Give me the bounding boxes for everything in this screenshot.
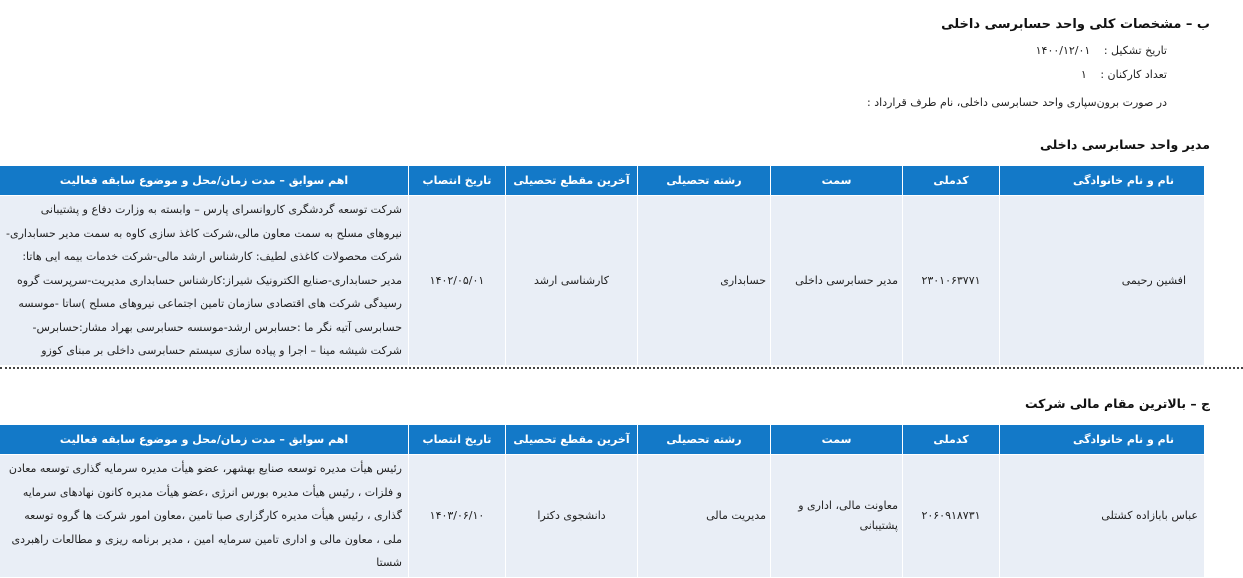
- finance-table: [0, 425, 1205, 578]
- col-header-field: رشته تحصیلی: [638, 166, 771, 196]
- cell-degree: دانشجوی دکترا: [506, 455, 638, 578]
- manager-section-title: مدیر واحد حسابرسی داخلی: [1039, 137, 1210, 152]
- col-header-degree: آخرین مقطع تحصیلی: [506, 166, 638, 196]
- col-header-history: اهم سوابق – مدت زمان/محل و موضوع سابقه فعالیت: [0, 166, 409, 196]
- cell-position: معاونت مالی، اداری و پشتیبانی: [771, 455, 903, 578]
- staff-count-line: [1081, 68, 1167, 81]
- cell-field: مدیریت مالی: [638, 455, 771, 578]
- section-b-title: ب – مشخصات کلی واحد حسابرسی داخلی: [941, 17, 1210, 32]
- table-row: [0, 455, 1205, 578]
- cell-degree: کارشناسی ارشد: [506, 196, 638, 366]
- col-header-national-code: کدملی: [903, 425, 1000, 455]
- cell-field: حسابداری: [638, 196, 771, 366]
- col-header-position: سمت: [771, 425, 903, 455]
- staff-count-value: ۱: [1080, 68, 1087, 81]
- finance-table-header-row: [0, 425, 1205, 455]
- formation-date-value: ۱۴۰۰/۱۲/۰۱: [1035, 44, 1091, 57]
- staff-count-label: تعداد کارکنان :: [1100, 68, 1167, 81]
- col-header-degree: آخرین مقطع تحصیلی: [506, 425, 638, 455]
- col-header-name: نام و نام خانوادگی: [1000, 166, 1205, 196]
- formation-date-label: تاریخ تشکیل :: [1103, 44, 1167, 57]
- cell-appointment-date: ۱۴۰۲/۰۵/۰۱: [409, 196, 506, 366]
- outsourcing-line: [867, 96, 1167, 109]
- manager-table: [0, 166, 1205, 366]
- col-header-appointment-date: تاریخ انتصاب: [409, 425, 506, 455]
- col-header-position: سمت: [771, 166, 903, 196]
- cell-national-code: ۲۳۰۱۰۶۳۷۷۱: [903, 196, 1000, 366]
- cell-history: رئیس هیأت مدیره توسعه صنایع بهشهر، عضو هیأت مدیره سرمایه گذاری توسعه معادن و فلزات ، رئیس هیأت مدیره بورس انرژی ،عضو هیأت مدیره کانون نهادهای سرمایه گذاری ، رئیس هیأت مدیره کارگزاری صبا تامین ،معاون امور شرکت ها گروه توسعه ملی ، معاون مالی و اداری تامین سرمایه امین ، مدیر برنامه ریزی و مطالعات راهبردی شستا: [0, 455, 409, 578]
- col-header-name: نام و نام خانوادگی: [1000, 425, 1205, 455]
- cell-history: شرکت توسعه گردشگری کاروانسرای پارس – وابسته به وزارت دفاع و پشتیبانی نیروهای مسلح به سمت معاون مالی،شرکت کاغذ سازی کاوه به سمت مدیر حسابداری-شرکت محصولات کاغذی لطیف: کارشناس ارشد مالی-شرکت خدمات بیمه ایی هاتا: مدیر حسابداری-صنایع الکترونیک شیراز:کارشناس حسابداری مدیریت-سرپرست گروه رسیدگی شرکت های اقتصادی سازمان تامین اجتماعی نیروهای مسلح )ساتا -موسسه حسابرسی آتیه نگر ما :حسابرس ارشد-موسسه حسابرسی بهراد مشار:حسابرس-شرکت شیشه مینا – اجرا و پیاده سازی سیستم حسابرسی داخلی بر مبنای کوزو: [0, 196, 409, 366]
- col-header-appointment-date: تاریخ انتصاب: [409, 166, 506, 196]
- cell-appointment-date: ۱۴۰۳/۰۶/۱۰: [409, 455, 506, 578]
- cell-name: افشین رحیمی: [1000, 196, 1205, 366]
- cell-national-code: ۲۰۶۰۹۱۸۷۳۱: [903, 455, 1000, 578]
- manager-table-header-row: [0, 166, 1205, 196]
- col-header-national-code: کدملی: [903, 166, 1000, 196]
- section-divider: [0, 367, 1243, 369]
- col-header-history: اهم سوابق – مدت زمان/محل و موضوع سابقه فعالیت: [0, 425, 409, 455]
- section-c-title: ج – بالاترین مقام مالی شرکت: [1024, 396, 1210, 411]
- formation-date-line: [1036, 44, 1167, 57]
- col-header-field: رشته تحصیلی: [638, 425, 771, 455]
- table-row: [0, 196, 1205, 366]
- outsourcing-label: در صورت برون‌سپاری واحد حسابرسی داخلی، نام طرف قرارداد :: [867, 96, 1167, 109]
- cell-position: مدیر حسابرسی داخلی: [771, 196, 903, 366]
- cell-name: عباس بابازاده کشتلی: [1000, 455, 1205, 578]
